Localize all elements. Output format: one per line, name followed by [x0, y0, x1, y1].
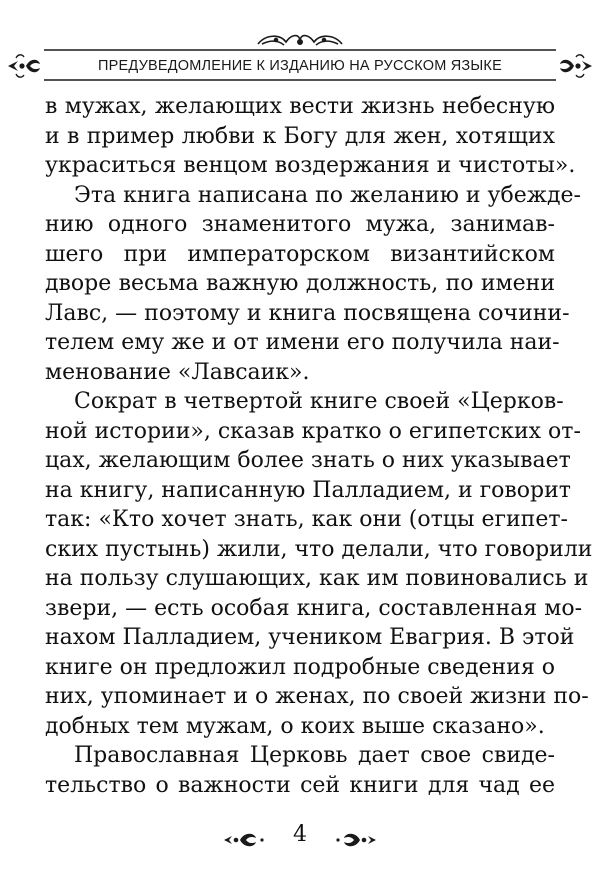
text-line: Лавс, — поэтому и книга посвящена сочини-	[45, 300, 570, 326]
text-line: Сократ в четвертой книге своей «Церков-	[74, 389, 564, 414]
text-line: шего при императорском византийском	[45, 241, 555, 267]
text-line: так: «Кто хочет знать, как они (отцы египет-	[45, 507, 568, 532]
text-line: и в пример любви к Богу для жен, хотящих	[45, 123, 555, 149]
running-header-title: ПРЕДУВЕДОМЛЕНИЕ К ИЗДАНИЮ НА РУССКОМ ЯЗЫКЕ	[98, 58, 502, 74]
footer-left-ornament-icon	[222, 828, 272, 852]
text-line: нию одного знаменитого мужа, занимав-	[45, 212, 555, 237]
text-line: менование «Лавсаик».	[45, 359, 310, 385]
page-number: 4	[293, 822, 307, 847]
page-footer	[0, 822, 600, 862]
text-line: телем ему же и от имени его получила наи-	[45, 330, 560, 355]
footer-right-ornament-icon	[328, 828, 378, 852]
body-text	[45, 92, 593, 800]
text-line: ских пустынь) жили, что делали, что говорили	[45, 536, 593, 562]
text-line: дворе весьма важную должность, по имени	[45, 271, 555, 296]
text-line: Эта книга написана по желанию и убежде-	[74, 182, 581, 208]
text-line: тельство о важности сей книги для чад ее	[45, 772, 555, 798]
text-line: ной истории», сказав кратко о египетских от-	[45, 418, 581, 444]
text-line: звери, — есть особая книга, составленная мо-	[45, 595, 583, 621]
text-line: нахом Палладием, учеником Евагрия. В этой	[45, 625, 575, 650]
text-line: цах, желающим более знать о них указывает	[45, 448, 571, 473]
text-line: в мужах, желающих вести жизнь небесную	[45, 94, 555, 119]
running-header	[0, 28, 600, 88]
text-line: добных тем мужам, о коих выше сказано».	[45, 713, 545, 739]
text-line: книге он предложил подробные сведения о	[45, 654, 555, 680]
top-flourish-icon	[258, 36, 342, 45]
text-line: Православная Церковь дает свое свиде-	[74, 743, 555, 768]
text-line: на книгу, написанную Палладием, и говорит	[45, 477, 571, 503]
text-line: на пользу слушающих, как им повиновались и	[45, 566, 589, 591]
text-line: украситься венцом воздержания и чистоты».	[45, 153, 576, 178]
text-line: них, упоминает и о женах, по своей жизни по-	[45, 684, 589, 709]
